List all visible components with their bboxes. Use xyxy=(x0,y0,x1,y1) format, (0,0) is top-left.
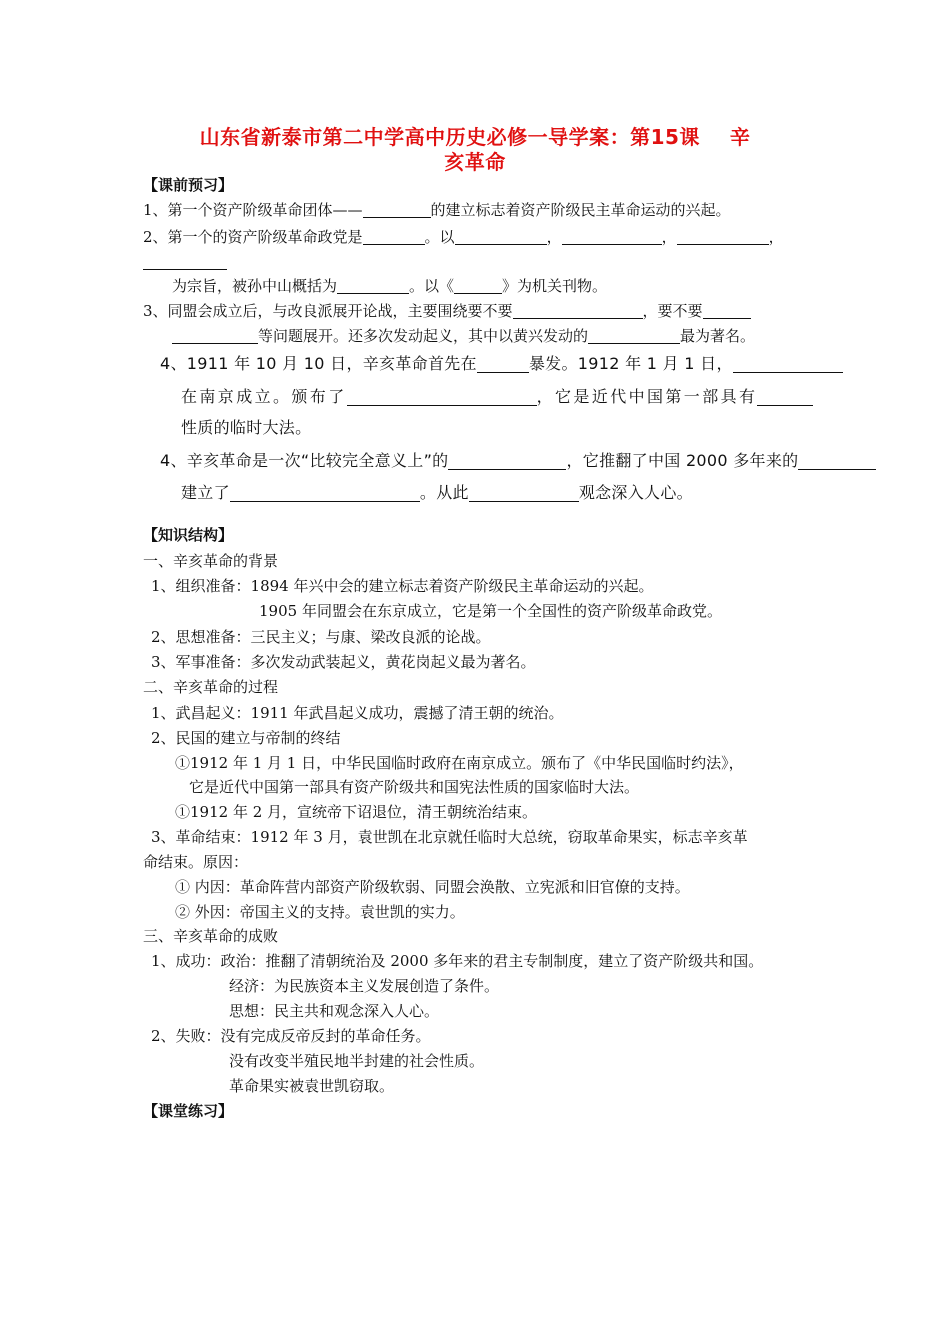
structure-item: 3、军事准备：多次发动武装起义，黄花岗起义最为著名。 xyxy=(151,653,536,671)
answer-blank[interactable] xyxy=(469,485,579,502)
answer-blank[interactable] xyxy=(454,279,502,294)
preview-question-4-continued: 在南京成立。颁布了 ，它是近代中国第一部具有 xyxy=(181,389,813,406)
structure-item: 1、成功：政治：推翻了清朝统治及 2000 多年来的君主专制制度，建立了资产阶级共和国。 xyxy=(151,952,764,970)
answer-blank[interactable] xyxy=(562,230,662,245)
preview-question-4: 4、1911 年 10 月 10 日，辛亥革命首先在 暴发。1912 年 1 月 1 日， xyxy=(160,356,843,373)
structure-item: 经济：为民族资本主义发展创造了条件。 xyxy=(229,977,500,995)
structure-item: 命结束。原因： xyxy=(143,853,249,871)
structure-item: 1、武昌起义：1911 年武昌起义成功，震撼了清王朝的统治。 xyxy=(151,704,564,722)
section-heading-preview: 【课前预习】 xyxy=(143,176,234,194)
structure-item: 1、组织准备：1894 年兴中会的建立标志着资产阶级民主革命运动的兴起。 xyxy=(151,577,654,595)
answer-blank[interactable] xyxy=(448,453,566,470)
structure-item: 3、革命结束：1912 年 3 月，袁世凯在北京就任临时大总统，窃取革命果实，标志辛亥革 xyxy=(151,828,748,846)
structure-item: ② 外因：帝国主义的支持。袁世凯的实力。 xyxy=(175,903,465,921)
preview-question-2-blank xyxy=(143,255,227,270)
structure-item: 2、失败：没有完成反帝反封的革命任务。 xyxy=(151,1027,431,1045)
structure-item: 思想：民主共和观念深入人心。 xyxy=(229,1002,440,1020)
structure-item: ①1912 年 2 月，宣统帝下诏退位，清王朝统治结束。 xyxy=(175,803,538,821)
answer-blank[interactable] xyxy=(677,230,769,245)
answer-blank[interactable] xyxy=(588,329,680,344)
page-title-continued: 亥革命 xyxy=(444,150,506,174)
structure-item: 它是近代中国第一部具有资产阶级共和国宪法性质的国家临时大法。 xyxy=(189,778,640,796)
answer-blank[interactable] xyxy=(477,356,529,373)
answer-blank[interactable] xyxy=(172,329,258,344)
preview-question-1: 1、第一个资产阶级革命团体—— 的建立标志着资产阶级民主革命运动的兴起。 xyxy=(143,201,731,219)
answer-blank[interactable] xyxy=(363,230,425,245)
section-heading-practice: 【课堂练习】 xyxy=(143,1102,234,1120)
preview-question-5: 4、辛亥革命是一次“比较完全意义上”的 ，它推翻了中国 2000 多年来的 xyxy=(160,453,876,470)
answer-blank[interactable] xyxy=(143,255,227,270)
section-heading-structure: 【知识结构】 xyxy=(143,526,234,544)
structure-item: 1905 年同盟会在东京成立，它是第一个全国性的资产阶级革命政党。 xyxy=(259,602,722,620)
structure-part-1: 一、辛亥革命的背景 xyxy=(143,552,279,570)
structure-part-2: 二、辛亥革命的过程 xyxy=(143,678,279,696)
structure-item: 革命果实被袁世凯窃取。 xyxy=(229,1077,395,1095)
answer-blank[interactable] xyxy=(798,453,876,470)
structure-item: 没有改变半殖民地半封建的社会性质。 xyxy=(229,1052,485,1070)
preview-question-5-continued: 建立了 。从此 观念深入人心。 xyxy=(181,483,693,502)
preview-question-3: 3、同盟会成立后，与改良派展开论战，主要围绕要不要 ，要不要 xyxy=(143,304,751,319)
preview-question-3-continued: 等问题展开。还多次发动起义，其中以黄兴发动的 最为著名。 xyxy=(172,329,755,344)
structure-item: 2、民国的建立与帝制的终结 xyxy=(151,729,341,747)
answer-blank[interactable] xyxy=(347,389,537,406)
page-title: 山东省新泰市第二中学高中历史必修一导学案：第15课 辛 xyxy=(199,125,751,149)
preview-question-4-end: 性质的临时大法。 xyxy=(181,418,312,437)
answer-blank[interactable] xyxy=(337,279,409,294)
answer-blank[interactable] xyxy=(703,304,751,319)
answer-blank[interactable] xyxy=(757,389,813,406)
answer-blank[interactable] xyxy=(363,203,431,218)
preview-question-2-continued: 为宗旨，被孙中山概括为 。以《 》为机关刊物。 xyxy=(172,277,608,295)
answer-blank[interactable] xyxy=(513,304,643,319)
structure-part-3: 三、辛亥革命的成败 xyxy=(143,927,279,945)
answer-blank[interactable] xyxy=(733,356,843,373)
answer-blank[interactable] xyxy=(455,230,547,245)
preview-question-2: 2、第一个的资产阶级革命政党是 。以 ， ， ， xyxy=(143,228,784,246)
answer-blank[interactable] xyxy=(230,485,420,502)
structure-item: 2、思想准备：三民主义；与康、梁改良派的论战。 xyxy=(151,628,491,646)
structure-item: ① 内因：革命阵营内部资产阶级软弱、同盟会涣散、立宪派和旧官僚的支持。 xyxy=(175,878,690,896)
structure-item: ①1912 年 1 月 1 日，中华民国临时政府在南京成立。颁布了《中华民国临时约法》， xyxy=(175,754,744,772)
